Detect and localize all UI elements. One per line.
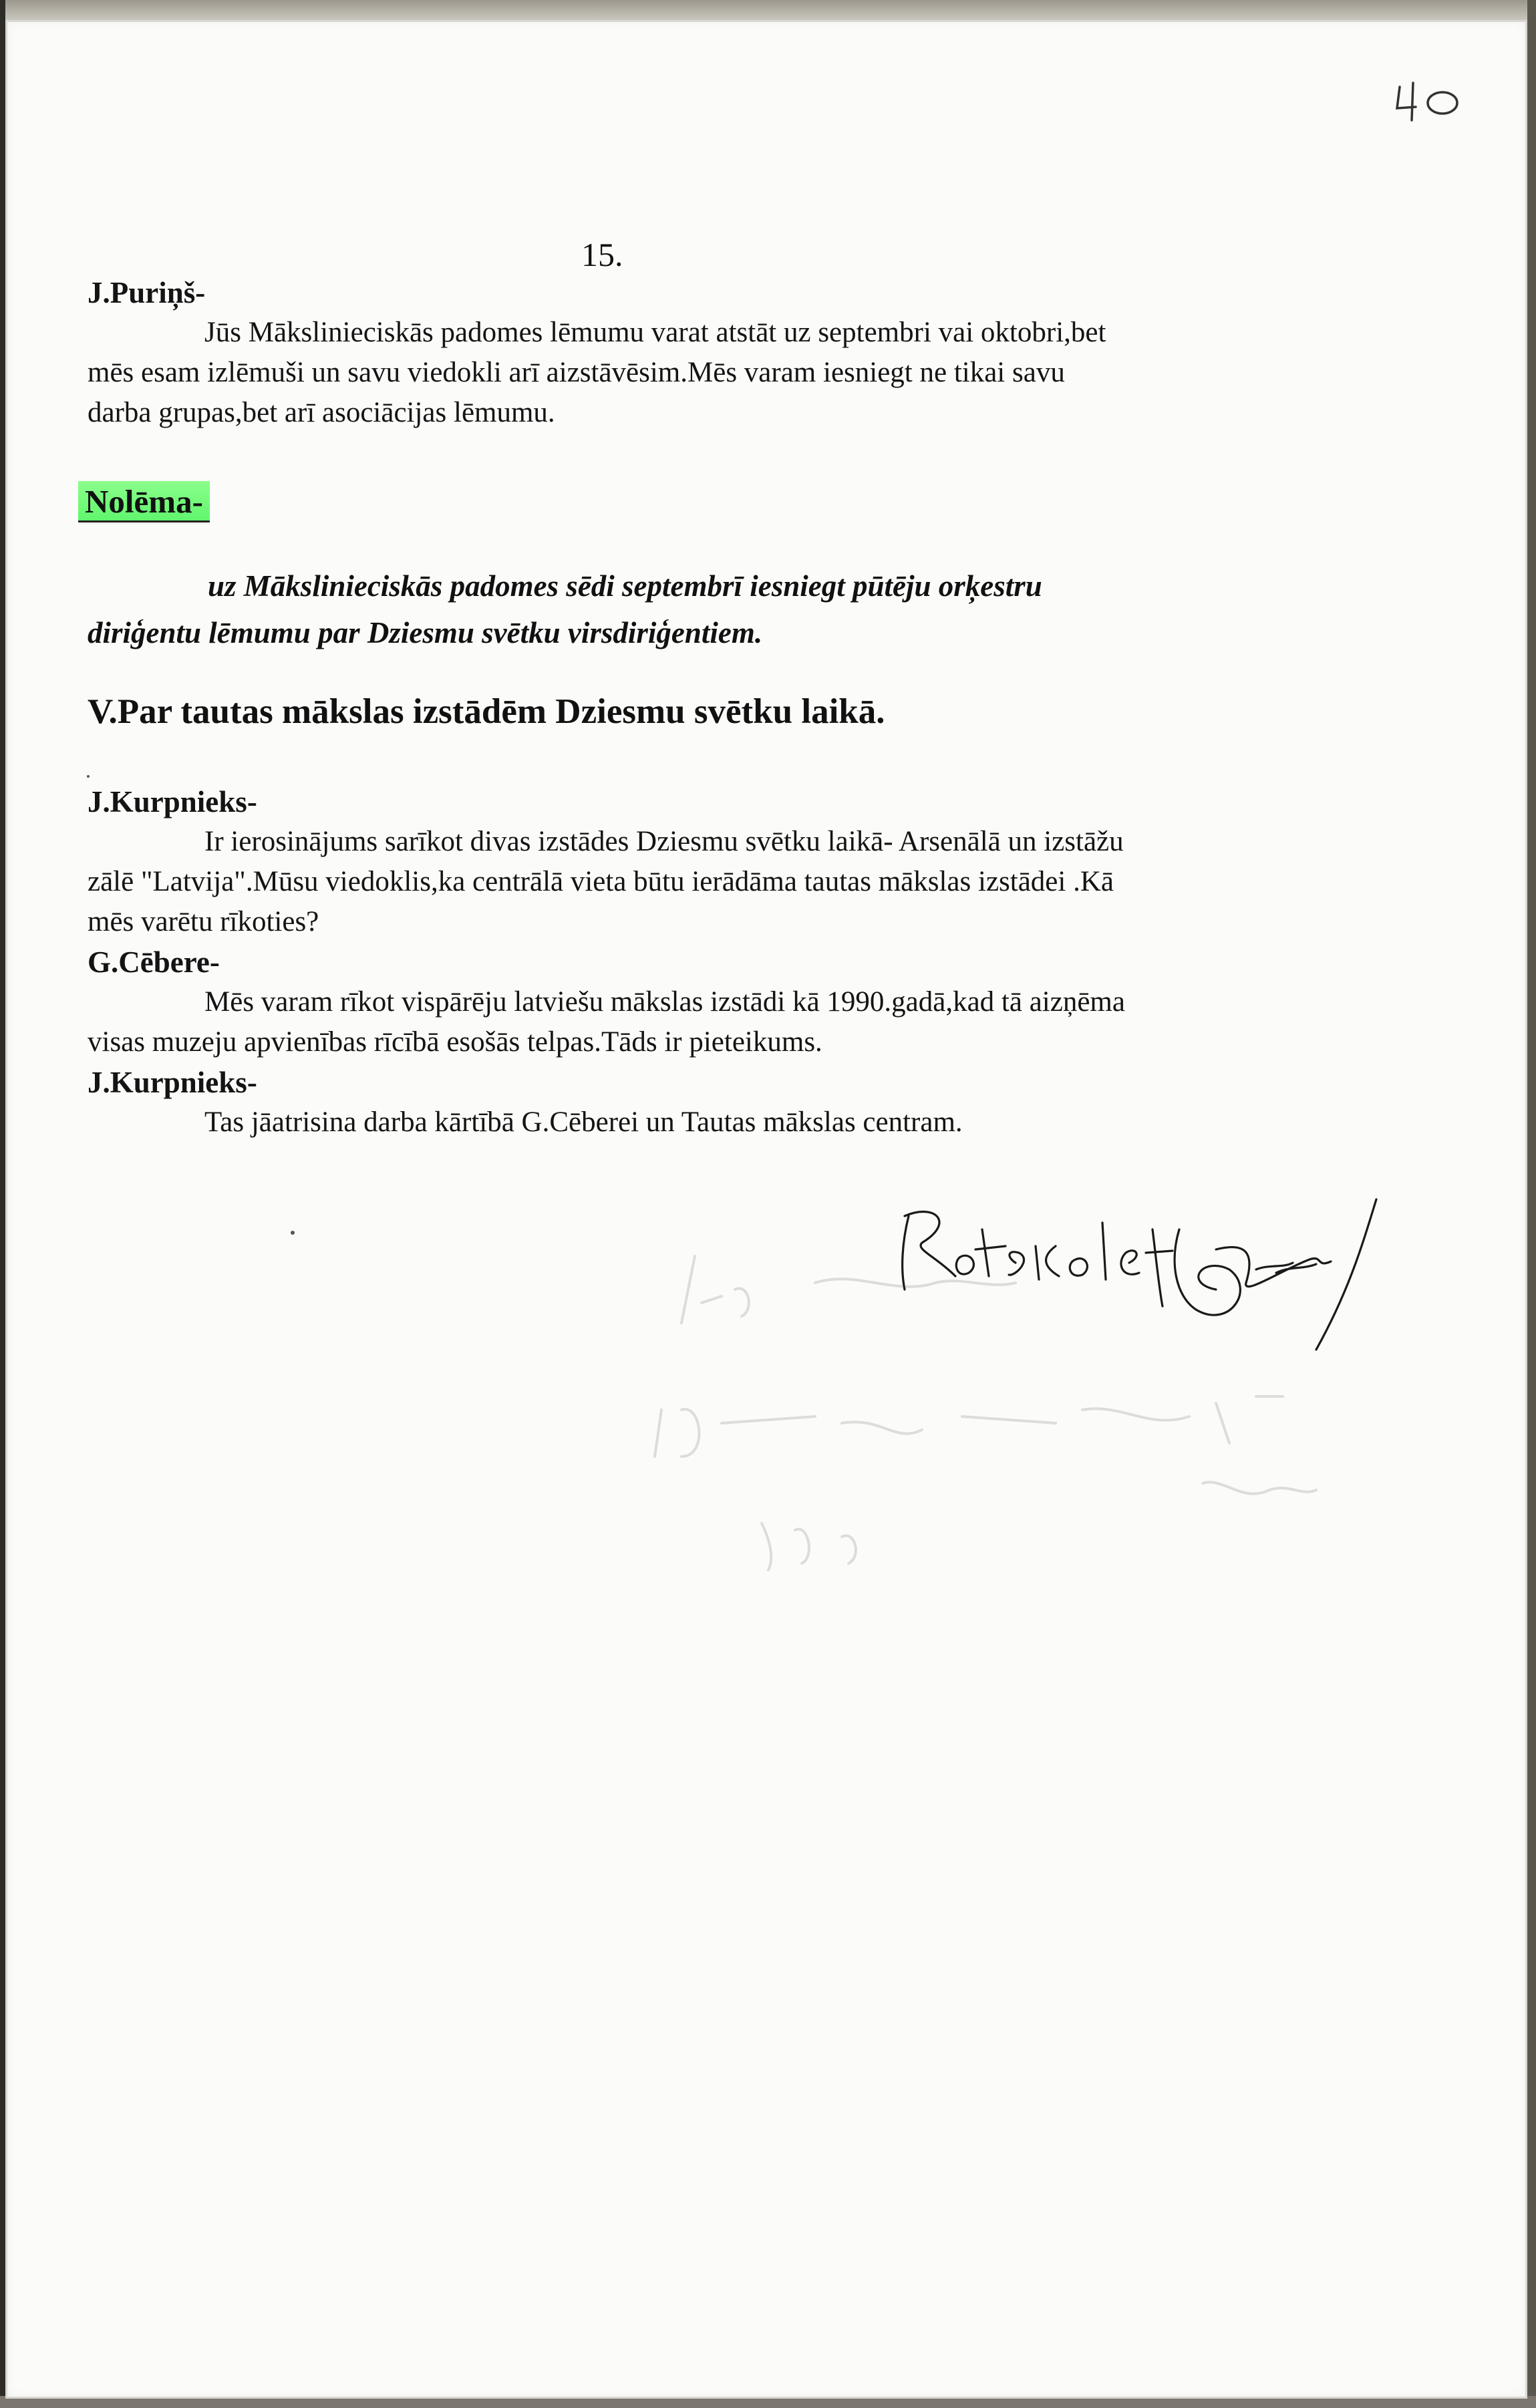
speaker-block [88, 273, 1106, 433]
text-line: Jūs Mākslinieciskās padomes lēmumu varat atstāt uz septembri vai oktobri,bet [204, 317, 1106, 348]
speaker-name: J.Kurpnieks- [88, 1066, 257, 1099]
speaker-block [88, 782, 1125, 1143]
speaker-name: J.Puriņš- [88, 276, 206, 309]
speaker-name: G.Cēbere- [88, 945, 220, 979]
speaker-name: J.Kurpnieks- [88, 785, 257, 818]
text-line: Ir ierosinājums sarīkot divas izstādes Dziesmu svētku laikā- Arsenālā un izstāžu [204, 826, 1124, 857]
scan-speck [87, 775, 90, 778]
text-line: mēs esam izlēmuši un savu viedokli arī aizstāvēsim.Mēs varam iesniegt ne tikai savu [88, 357, 1065, 388]
decision-line: uz Mākslinieciskās padomes sēdi septembrī iesniegt pūtēju orķestru [208, 569, 1042, 603]
section-heading: V.Par tautas mākslas izstādēm Dziesmu svētku laikā. [88, 692, 885, 731]
text-line: Mēs varam rīkot vispārēju latviešu mākslas izstādi kā 1990.gadā,kad tā aizņēma [204, 986, 1125, 1018]
show-through-handwriting [641, 1243, 1443, 1644]
decision-label: Nolēma- [78, 481, 210, 522]
decision-line: diriģentu lēmumu par Dziesmu svētku virsdiriģentiem. [88, 616, 763, 649]
scan-top-edge [0, 0, 1536, 20]
page-number: 15. [581, 236, 623, 273]
text-line: darba grupas,bet arī asociācijas lēmumu. [88, 397, 555, 428]
scan-speck [291, 1231, 295, 1235]
text-line: visas muzeju apvienības rīcībā esošās telpas.Tāds ir pieteikums. [88, 1026, 822, 1058]
text-line: mēs varētu rīkoties? [88, 906, 319, 937]
scan-right-edge [1527, 0, 1536, 2408]
handwritten-folio-number [1393, 73, 1467, 127]
scan-left-edge [0, 0, 5, 2408]
decision-text [88, 563, 1042, 656]
text-line: zālē "Latvija".Mūsu viedoklis,ka centrālā vieta būtu ierādāma tautas mākslas izstādei .Kā [88, 866, 1114, 897]
text-line: Tas jāatrisina darba kārtībā G.Cēberei un Tautas mākslas centram. [204, 1106, 963, 1138]
